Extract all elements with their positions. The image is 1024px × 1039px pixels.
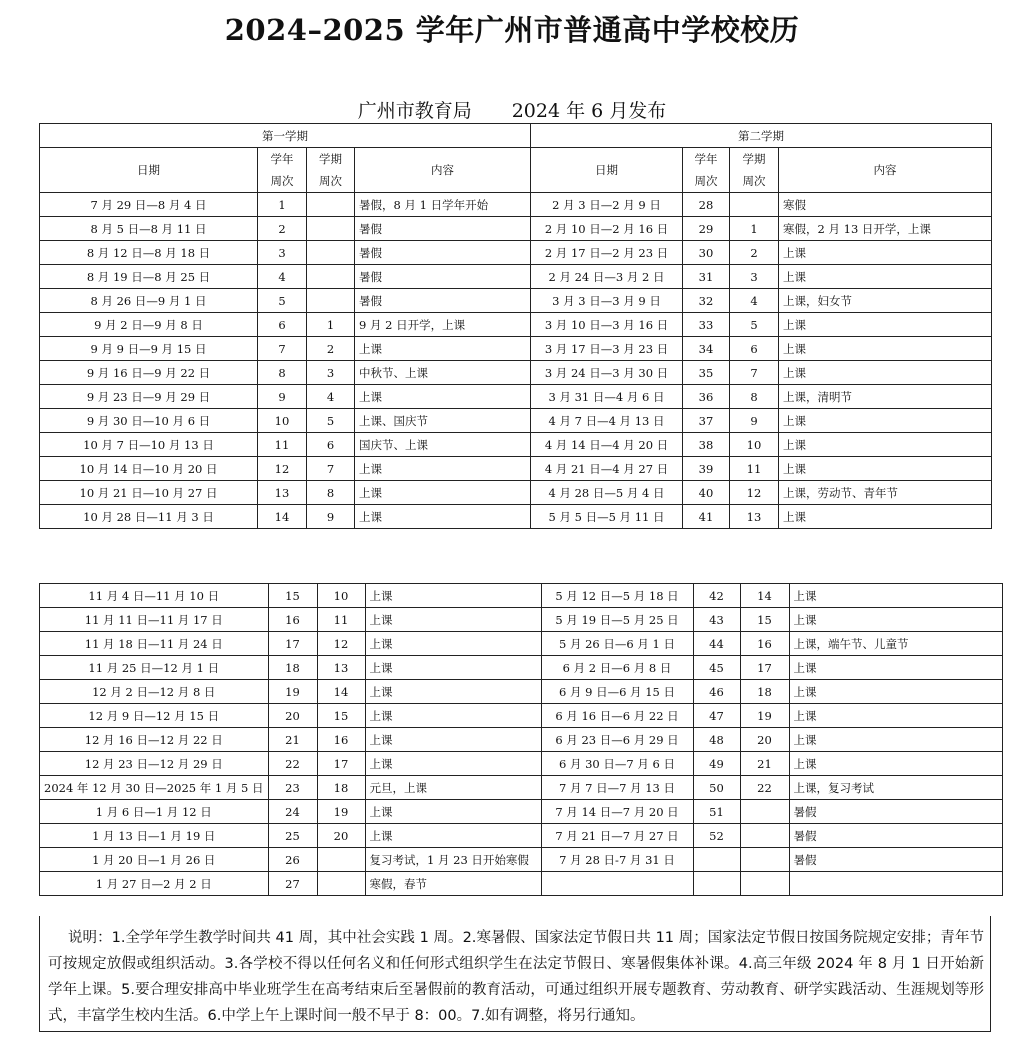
cell-date: 8 月 19 日—8 月 25 日 (40, 265, 258, 289)
cell-term-week: 13 (317, 656, 365, 680)
cell-date-2: 2 月 10 日—2 月 16 日 (531, 217, 683, 241)
cell-content-2: 上课 (779, 337, 992, 361)
cell-date-2: 3 月 3 日—3 月 9 日 (531, 289, 683, 313)
cell-date: 1 月 13 日—1 月 19 日 (40, 824, 269, 848)
cell-year-week-2: 51 (693, 800, 740, 824)
cell-term-week-2: 15 (740, 608, 789, 632)
cell-term-week: 8 (307, 481, 355, 505)
cell-content-2: 暑假 (789, 848, 1002, 872)
cell-year-week: 25 (268, 824, 317, 848)
col-date-2: 日期 (531, 148, 683, 193)
cell-year-week: 18 (268, 656, 317, 680)
cell-content-2: 上课 (789, 752, 1002, 776)
cell-date-2: 6 月 23 日—6 月 29 日 (541, 728, 693, 752)
cell-content: 上课 (365, 680, 541, 704)
cell-year-week: 20 (268, 704, 317, 728)
cell-content-2: 上课，妇女节 (779, 289, 992, 313)
cell-term-week: 9 (307, 505, 355, 529)
col-year-week: 学年 周次 (258, 148, 307, 193)
cell-content: 上课 (355, 337, 531, 361)
cell-date-2: 5 月 19 日—5 月 25 日 (541, 608, 693, 632)
cell-term-week-2: 19 (740, 704, 789, 728)
table-row (40, 505, 992, 529)
cell-date-2: 2 月 24 日—3 月 2 日 (531, 265, 683, 289)
cell-year-week-2: 40 (683, 481, 730, 505)
cell-content: 上课 (365, 824, 541, 848)
cell-date: 1 月 6 日—1 月 12 日 (40, 800, 269, 824)
publish-date: 2024 年 6 月发布 (511, 100, 667, 122)
cell-content: 上课 (365, 728, 541, 752)
cell-year-week: 15 (268, 584, 317, 608)
cell-content-2: 上课 (789, 584, 1002, 608)
cell-term-week (307, 217, 355, 241)
cell-content: 暑假，8 月 1 日学年开始 (355, 193, 531, 217)
cell-year-week-2: 38 (683, 433, 730, 457)
cell-year-week: 9 (258, 385, 307, 409)
cell-term-week-2: 13 (730, 505, 779, 529)
cell-term-week (307, 241, 355, 265)
cell-date: 11 月 11 日—11 月 17 日 (40, 608, 269, 632)
cell-content: 上课 (365, 632, 541, 656)
cell-date-2: 7 月 28 日-7 月 31 日 (541, 848, 693, 872)
table-row (40, 217, 992, 241)
cell-term-week (317, 848, 365, 872)
cell-year-week: 2 (258, 217, 307, 241)
cell-date-2: 5 月 5 日—5 月 11 日 (531, 505, 683, 529)
cell-date-2: 3 月 17 日—3 月 23 日 (531, 337, 683, 361)
cell-date-2: 7 月 7 日—7 月 13 日 (541, 776, 693, 800)
cell-year-week: 24 (268, 800, 317, 824)
cell-year-week-2: 44 (693, 632, 740, 656)
cell-content-2: 上课 (789, 680, 1002, 704)
publisher-line (0, 96, 1024, 123)
cell-year-week-2: 42 (693, 584, 740, 608)
cell-date: 9 月 9 日—9 月 15 日 (40, 337, 258, 361)
col-term-week: 学期 周次 (307, 148, 355, 193)
cell-content: 上课 (365, 800, 541, 824)
cell-date: 9 月 2 日—9 月 8 日 (40, 313, 258, 337)
cell-content: 暑假 (355, 289, 531, 313)
cell-year-week-2: 41 (683, 505, 730, 529)
cell-date-2: 2 月 17 日—2 月 23 日 (531, 241, 683, 265)
cell-year-week-2: 36 (683, 385, 730, 409)
cell-term-week: 17 (317, 752, 365, 776)
cell-term-week: 4 (307, 385, 355, 409)
cell-year-week-2: 50 (693, 776, 740, 800)
col-term-week-2: 学期 周次 (730, 148, 779, 193)
cell-year-week: 12 (258, 457, 307, 481)
table-row (40, 481, 992, 505)
cell-year-week-2: 52 (693, 824, 740, 848)
cell-term-week-2: 11 (730, 457, 779, 481)
cell-content: 中秋节、上课 (355, 361, 531, 385)
cell-date-2: 4 月 14 日—4 月 20 日 (531, 433, 683, 457)
cell-term-week-2: 10 (730, 433, 779, 457)
cell-term-week-2: 22 (740, 776, 789, 800)
cell-year-week: 10 (258, 409, 307, 433)
cell-year-week: 17 (268, 632, 317, 656)
table-row (40, 193, 992, 217)
cell-term-week-2: 16 (740, 632, 789, 656)
cell-date: 8 月 26 日—9 月 1 日 (40, 289, 258, 313)
cell-content-2: 上课 (779, 433, 992, 457)
cell-content-2: 上课 (779, 265, 992, 289)
cell-year-week-2: 45 (693, 656, 740, 680)
cell-date: 1 月 20 日—1 月 26 日 (40, 848, 269, 872)
table-row (40, 728, 1003, 752)
cell-content: 上课 (365, 584, 541, 608)
cell-date-2: 4 月 7 日—4 月 13 日 (531, 409, 683, 433)
cell-date: 12 月 9 日—12 月 15 日 (40, 704, 269, 728)
cell-date: 10 月 28 日—11 月 3 日 (40, 505, 258, 529)
cell-content-2: 上课，端午节、儿童节 (789, 632, 1002, 656)
cell-year-week-2: 30 (683, 241, 730, 265)
cell-term-week: 12 (317, 632, 365, 656)
cell-year-week-2: 43 (693, 608, 740, 632)
cell-content: 暑假 (355, 241, 531, 265)
cell-date: 8 月 12 日—8 月 18 日 (40, 241, 258, 265)
page-title: 2024–2025 学年广州市普通高中学校校历 (224, 13, 800, 47)
cell-term-week: 20 (317, 824, 365, 848)
cell-date: 11 月 18 日—11 月 24 日 (40, 632, 269, 656)
cell-year-week-2: 48 (693, 728, 740, 752)
cell-content: 上课 (355, 505, 531, 529)
cell-date: 11 月 4 日—11 月 10 日 (40, 584, 269, 608)
cell-term-week: 6 (307, 433, 355, 457)
table-row (40, 680, 1003, 704)
cell-term-week: 1 (307, 313, 355, 337)
cell-year-week-2: 35 (683, 361, 730, 385)
cell-year-week: 5 (258, 289, 307, 313)
cell-content-2: 上课 (789, 728, 1002, 752)
cell-year-week: 22 (268, 752, 317, 776)
cell-year-week: 26 (268, 848, 317, 872)
table-row (40, 752, 1003, 776)
notes-paragraph: 说明：1.全学年学生教学时间共 41 周，其中社会实践 1 周。2.寒暑假、国家法定节假日共 11 周；国家法定节假日按国务院规定安排；青年节可按规定放假或组织活动。3.各学校不得以任何名义和任何形式组织学生在法定节假日、寒暑假集体补课。4.高三年级 2024 年 8 月 1 日开始新学年上课。5.要合理安排高中毕业班学生在高考结束后至暑假前的教育活动，可通过组织开展专题教育、劳动教育、研学实践活动、生涯规划等形式，丰富学生校内生活。6.中学上午上课时间一般不早于 8：00。7.如有调整，将另行通知。 (39, 916, 991, 1032)
cell-term-week-2 (740, 800, 789, 824)
cell-content-2: 暑假 (789, 824, 1002, 848)
table-row (40, 241, 992, 265)
cell-content-2 (789, 872, 1002, 896)
cell-year-week-2: 37 (683, 409, 730, 433)
cell-term-week-2 (740, 872, 789, 896)
publisher-org: 广州市教育局 (357, 100, 472, 122)
cell-term-week-2: 18 (740, 680, 789, 704)
cell-year-week: 14 (258, 505, 307, 529)
cell-date: 12 月 2 日—12 月 8 日 (40, 680, 269, 704)
cell-year-week-2 (693, 872, 740, 896)
cell-content-2: 上课 (779, 241, 992, 265)
cell-content-2: 上课 (779, 361, 992, 385)
cell-content: 上课 (355, 481, 531, 505)
cell-term-week: 3 (307, 361, 355, 385)
cell-content: 暑假 (355, 265, 531, 289)
cell-date-2: 6 月 2 日—6 月 8 日 (541, 656, 693, 680)
cell-content: 上课 (355, 457, 531, 481)
table-row (40, 337, 992, 361)
cell-term-week-2: 21 (740, 752, 789, 776)
cell-date: 10 月 14 日—10 月 20 日 (40, 457, 258, 481)
cell-content-2: 上课 (789, 608, 1002, 632)
cell-date-2: 3 月 24 日—3 月 30 日 (531, 361, 683, 385)
cell-term-week-2: 8 (730, 385, 779, 409)
table-row (40, 289, 992, 313)
table-row (40, 776, 1003, 800)
cell-date-2 (541, 872, 693, 896)
cell-date: 9 月 16 日—9 月 22 日 (40, 361, 258, 385)
table-row (40, 848, 1003, 872)
cell-year-week: 13 (258, 481, 307, 505)
cell-year-week-2: 47 (693, 704, 740, 728)
cell-term-week (307, 193, 355, 217)
cell-date: 8 月 5 日—8 月 11 日 (40, 217, 258, 241)
cell-content-2: 上课 (779, 505, 992, 529)
cell-year-week: 11 (258, 433, 307, 457)
cell-term-week-2: 17 (740, 656, 789, 680)
cell-term-week: 2 (307, 337, 355, 361)
cell-term-week-2: 1 (730, 217, 779, 241)
cell-date-2: 4 月 21 日—4 月 27 日 (531, 457, 683, 481)
cell-date: 9 月 23 日—9 月 29 日 (40, 385, 258, 409)
cell-term-week: 14 (317, 680, 365, 704)
cell-content: 国庆节、上课 (355, 433, 531, 457)
table-row (40, 457, 992, 481)
calendar-table-part2 (39, 583, 1003, 896)
cell-term-week: 16 (317, 728, 365, 752)
cell-date: 11 月 25 日—12 月 1 日 (40, 656, 269, 680)
cell-term-week: 19 (317, 800, 365, 824)
cell-date: 10 月 7 日—10 月 13 日 (40, 433, 258, 457)
cell-year-week: 6 (258, 313, 307, 337)
cell-date-2: 2 月 3 日—2 月 9 日 (531, 193, 683, 217)
cell-term-week: 5 (307, 409, 355, 433)
cell-date: 12 月 23 日—12 月 29 日 (40, 752, 269, 776)
cell-year-week-2 (693, 848, 740, 872)
col-content: 内容 (355, 148, 531, 193)
table-row (40, 824, 1003, 848)
cell-term-week (317, 872, 365, 896)
cell-content-2: 暑假 (789, 800, 1002, 824)
cell-date-2: 5 月 26 日—6 月 1 日 (541, 632, 693, 656)
cell-term-week-2 (740, 824, 789, 848)
cell-year-week: 8 (258, 361, 307, 385)
cell-content-2: 寒假 (779, 193, 992, 217)
cell-year-week-2: 28 (683, 193, 730, 217)
table-row (40, 409, 992, 433)
cell-year-week: 27 (268, 872, 317, 896)
cell-content: 元旦，上课 (365, 776, 541, 800)
cell-term-week-2: 9 (730, 409, 779, 433)
cell-term-week-2 (740, 848, 789, 872)
cell-year-week-2: 34 (683, 337, 730, 361)
cell-year-week: 7 (258, 337, 307, 361)
table-row (40, 313, 992, 337)
cell-term-week: 18 (317, 776, 365, 800)
cell-term-week-2: 3 (730, 265, 779, 289)
cell-term-week: 11 (317, 608, 365, 632)
cell-content: 寒假，春节 (365, 872, 541, 896)
col-date: 日期 (40, 148, 258, 193)
cell-date-2: 6 月 9 日—6 月 15 日 (541, 680, 693, 704)
cell-date: 9 月 30 日—10 月 6 日 (40, 409, 258, 433)
cell-content: 9 月 2 日开学，上课 (355, 313, 531, 337)
cell-date-2: 6 月 30 日—7 月 6 日 (541, 752, 693, 776)
col-year-week-2: 学年 周次 (683, 148, 730, 193)
cell-year-week: 3 (258, 241, 307, 265)
first-semester-header: 第一学期 (40, 124, 531, 148)
cell-term-week-2: 5 (730, 313, 779, 337)
table-row (40, 433, 992, 457)
cell-term-week (307, 289, 355, 313)
cell-year-week-2: 46 (693, 680, 740, 704)
calendar-table-part1 (39, 123, 992, 529)
cell-date: 2024 年 12 月 30 日—2025 年 1 月 5 日 (40, 776, 269, 800)
table-row (40, 800, 1003, 824)
cell-date-2: 4 月 28 日—5 月 4 日 (531, 481, 683, 505)
table-row (40, 265, 992, 289)
cell-content-2: 上课，复习考试 (789, 776, 1002, 800)
cell-date: 12 月 16 日—12 月 22 日 (40, 728, 269, 752)
cell-content-2: 上课 (789, 704, 1002, 728)
table-row (40, 361, 992, 385)
cell-date-2: 3 月 10 日—3 月 16 日 (531, 313, 683, 337)
cell-year-week: 16 (268, 608, 317, 632)
cell-year-week-2: 31 (683, 265, 730, 289)
cell-term-week-2: 12 (730, 481, 779, 505)
col-content-2: 内容 (779, 148, 992, 193)
cell-year-week-2: 29 (683, 217, 730, 241)
cell-year-week-2: 49 (693, 752, 740, 776)
cell-content-2: 上课 (779, 409, 992, 433)
cell-content-2: 上课 (789, 656, 1002, 680)
cell-content-2: 上课 (779, 457, 992, 481)
cell-date: 1 月 27 日—2 月 2 日 (40, 872, 269, 896)
cell-term-week: 7 (307, 457, 355, 481)
cell-term-week-2: 7 (730, 361, 779, 385)
cell-date: 7 月 29 日—8 月 4 日 (40, 193, 258, 217)
cell-content-2: 寒假，2 月 13 日开学，上课 (779, 217, 992, 241)
cell-year-week-2: 39 (683, 457, 730, 481)
cell-date-2: 3 月 31 日—4 月 6 日 (531, 385, 683, 409)
cell-term-week-2 (730, 193, 779, 217)
cell-date: 10 月 21 日—10 月 27 日 (40, 481, 258, 505)
cell-content-2: 上课，劳动节、青年节 (779, 481, 992, 505)
cell-term-week-2: 14 (740, 584, 789, 608)
table-row (40, 872, 1003, 896)
cell-term-week (307, 265, 355, 289)
cell-year-week: 1 (258, 193, 307, 217)
cell-term-week-2: 20 (740, 728, 789, 752)
cell-date-2: 6 月 16 日—6 月 22 日 (541, 704, 693, 728)
table-row (40, 584, 1003, 608)
cell-content: 上课、国庆节 (355, 409, 531, 433)
cell-year-week-2: 33 (683, 313, 730, 337)
cell-term-week: 15 (317, 704, 365, 728)
cell-content: 上课 (365, 704, 541, 728)
table-row (40, 656, 1003, 680)
cell-content: 暑假 (355, 217, 531, 241)
cell-year-week: 21 (268, 728, 317, 752)
cell-date-2: 7 月 14 日—7 月 20 日 (541, 800, 693, 824)
cell-content-2: 上课 (779, 313, 992, 337)
cell-date-2: 7 月 21 日—7 月 27 日 (541, 824, 693, 848)
cell-term-week-2: 6 (730, 337, 779, 361)
cell-content: 复习考试，1 月 23 日开始寒假 (365, 848, 541, 872)
cell-date-2: 5 月 12 日—5 月 18 日 (541, 584, 693, 608)
cell-content: 上课 (365, 752, 541, 776)
cell-year-week: 4 (258, 265, 307, 289)
cell-term-week-2: 2 (730, 241, 779, 265)
cell-content: 上课 (365, 656, 541, 680)
cell-year-week-2: 32 (683, 289, 730, 313)
cell-term-week: 10 (317, 584, 365, 608)
cell-year-week: 23 (268, 776, 317, 800)
cell-term-week-2: 4 (730, 289, 779, 313)
table-row (40, 704, 1003, 728)
cell-content: 上课 (365, 608, 541, 632)
table-row (40, 608, 1003, 632)
cell-content-2: 上课，清明节 (779, 385, 992, 409)
cell-year-week: 19 (268, 680, 317, 704)
table-row (40, 632, 1003, 656)
cell-content: 上课 (355, 385, 531, 409)
table-row (40, 385, 992, 409)
second-semester-header: 第二学期 (531, 124, 992, 148)
